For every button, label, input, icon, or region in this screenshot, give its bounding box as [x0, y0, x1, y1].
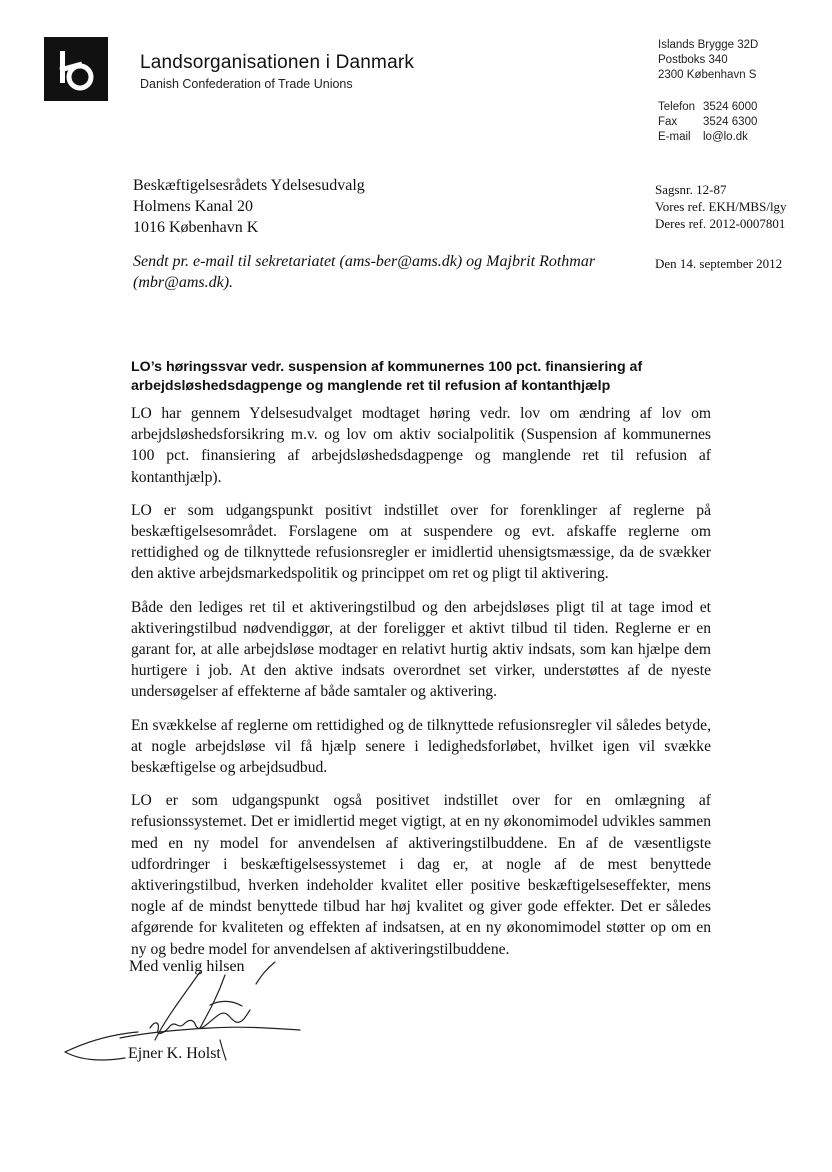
- contact-label: E-mail: [658, 131, 691, 143]
- body-paragraph: LO har gennem Ydelsesudvalget modtaget høring vedr. lov om ændring af lov om arbejdsløshedsforsikring m.v. og lov om aktiv socialpolitik (Suspension af kommunernes 100 pct. finansiering af arbejdsløshedsdagpenge og manglende ret til refusion af kontanthjælp).: [131, 405, 711, 486]
- contact-row-phone: [658, 100, 757, 115]
- organization-subtitle: Danish Confederation of Trade Unions: [140, 77, 353, 91]
- lo-logo-icon: [44, 37, 108, 101]
- address-line: 2300 København S: [658, 69, 757, 81]
- contact-row-email: [658, 130, 757, 145]
- body-paragraph: LO er som udgangspunkt også positivet indstillet over for en omlægning af refusionssystemet. Det er imidlertid meget vigtigt, at en ny økonomimodel udvikles sammen med en ny model for anvendelsen af aktiveringstilbuddene. En af de væsentligste udfordringer i beskæftigelsessystemet i dag er, at nogle af de mest benyttede aktiveringstilbud, hverken indeholder kvalitet eller positive beskæftigelseseffekter, mens nogle af de mindst benyttede tilbud har høj kvalitet og giver gode effekter. Det er således afgørende for kvaliteten og effekten af indsatsen, at en ny økonomimodel støtter op om en ny og bedre model for anvendelsen af aktiveringstilbuddene.: [131, 792, 711, 958]
- case-references: [655, 181, 787, 232]
- reference-line: Vores ref. EKH/MBS/lgy: [655, 199, 787, 214]
- organization-name: Landsorganisationen i Danmark: [140, 52, 415, 73]
- letter-date: Den 14. september 2012: [655, 256, 783, 271]
- recipient-line: Holmens Kanal 20: [133, 198, 253, 215]
- reference-line: Deres ref. 2012-0007801: [655, 216, 786, 231]
- contact-value: 3524 6300: [703, 116, 758, 128]
- closing-greeting: Med venlig hilsen: [129, 958, 245, 975]
- address-line: Postboks 340: [658, 54, 728, 66]
- contact-row-fax: [658, 115, 757, 130]
- contact-label: Telefon: [658, 101, 696, 113]
- letter-body: [131, 403, 711, 972]
- recipient-line: 1016 København K: [133, 219, 259, 236]
- recipient-line: Beskæftigelsesrådets Ydelsesudvalg: [133, 177, 365, 194]
- sender-address: [658, 38, 758, 83]
- sender-contact: [658, 100, 757, 145]
- body-paragraph: Både den lediges ret til et aktiveringstilbud og den arbejdsløses pligt til at tage imod et aktiveringstilbud nødvendiggør, at der foreligger et aktivt tilbud til tiden. Reglerne er en garant for, at alle arbejdsløse modtager en relativt hurtig aktiv indsats, som kan hjælpe dem hurtigere i job. At den aktive indsats overordnet set virker, understøttes af de nyeste undersøgelser af effekterne af både samtaler og aktivering.: [131, 598, 711, 701]
- contact-value: 3524 6000: [703, 101, 758, 113]
- body-paragraph: LO er som udgangspunkt positivt indstillet over for forenklinger af reglerne på beskæftigelsesområdet. Forslagene om at suspendere og evt. afskaffe reglerne om rettidighed og de tilknyttede refusionsregler er imidlertid uhensigtsmæssige, da de svækker den aktive arbejdsmarkedspolitik og princippet om ret og pligt til aktivering.: [131, 501, 711, 583]
- reference-line: Sagsnr. 12-87: [655, 182, 727, 197]
- recipient-address: [133, 175, 365, 238]
- body-paragraph: En svækkelse af reglerne om rettidighed og de tilknyttede refusionsregler vil således betyde, at nogle arbejdsløse vil få hjælp senere i ledighedsforløbet, hvilket igen vil svække beskæftigelse og arbejdsudbud.: [131, 716, 711, 777]
- sent-note: Sendt pr. e-mail til sekretariatet (ams-ber@ams.dk) og Majbrit Rothmar (mbr@ams.dk).: [133, 253, 596, 291]
- contact-value: lo@lo.dk: [703, 131, 748, 143]
- address-line: Islands Brygge 32D: [658, 39, 759, 51]
- contact-label: Fax: [658, 116, 678, 128]
- letter-subject: LO’s høringssvar vedr. suspension af kommunernes 100 pct. finansiering af arbejdsløshedsdagpenge og manglende ret til refusion af kontanthjælp: [131, 359, 643, 394]
- signer-name: Ejner K. Holst: [128, 1045, 221, 1062]
